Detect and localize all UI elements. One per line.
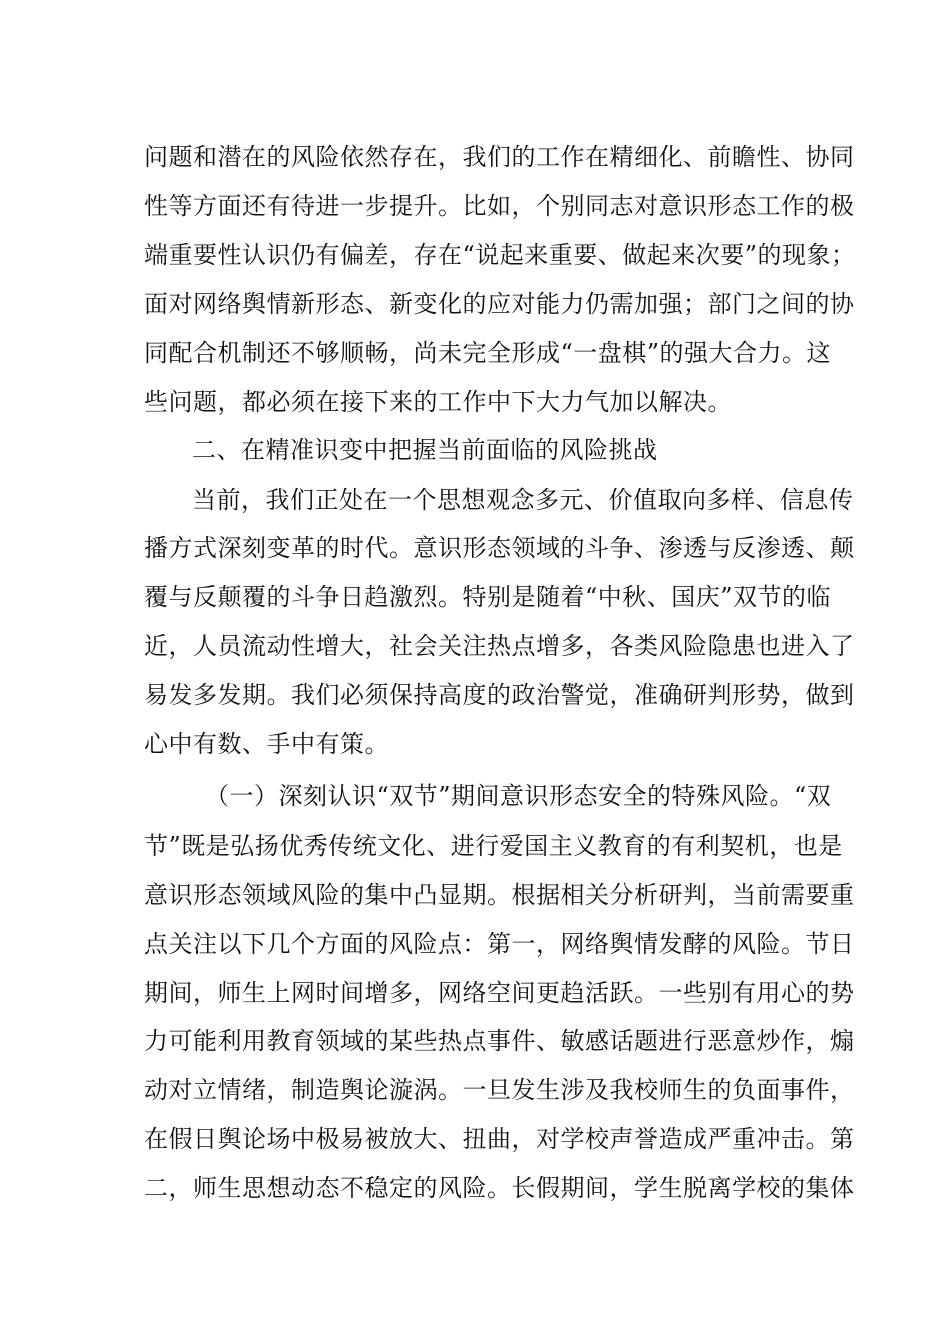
body-text-line: 在假日舆论场中极易被放大、扭曲，对学校声誉造成严重冲击。第 [144,1125,855,1153]
body-text-line: 近，人员流动性增大，社会关注热点增多，各类风险隐患也进入了 [144,632,855,660]
body-text-line: 期间，师生上网时间增多，网络空间更趋活跃。一些别有用心的势 [144,979,855,1007]
body-text-line: 端重要性认识仍有偏差，存在“说起来重要、做起来次要”的现象； [144,241,856,269]
body-text-line: 动对立情绪，制造舆论漩涡。一旦发生涉及我校师生的负面事件， [144,1076,855,1104]
body-text-line: 易发多发期。我们必须保持高度的政治警觉，准确研判形势，做到 [144,681,855,709]
section-heading: 二、在精准识变中把握当前面临的风险挑战 [192,436,658,464]
body-text-line: 问题和潜在的风险依然存在，我们的工作在精细化、前瞻性、协同 [144,143,855,171]
body-text-line: 同配合机制还不够顺畅，尚未完全形成“一盘棋”的强大合力。这 [144,339,832,367]
body-text-line: 二，师生思想动态不稳定的风险。长假期间，学生脱离学校的集体 [144,1174,855,1202]
body-text-line: 点关注以下几个方面的风险点：第一，网络舆情发酵的风险。节日 [144,930,855,958]
body-text-line: 性等方面还有待进一步提升。比如，个别同志对意识形态工作的极 [144,192,855,220]
body-text-line: 覆与反颠覆的斗争日趋激烈。特别是随着“中秋、国庆”双节的临 [144,583,832,611]
body-text-line: 意识形态领域风险的集中凸显期。根据相关分析研判，当前需要重 [144,881,855,909]
body-text-line: 力可能利用教育领域的某些热点事件、敏感话题进行恶意炒作，煽 [144,1027,855,1055]
body-text-line: 节”既是弘扬优秀传统文化、进行爱国主义教育的有利契机，也是 [144,832,843,860]
body-text-line: 面对网络舆情新形态、新变化的应对能力仍需加强；部门之间的协 [144,290,855,318]
body-text-line: 心中有数、手中有策。 [144,730,389,758]
body-text-line: 当前，我们正处在一个思想观念多元、价值取向多样、信息传 [192,486,854,514]
subsection-heading: （一）深刻认识“双节”期间意识形态安全的特殊风险。“双 [205,782,832,810]
body-text-line: 些问题，都必须在接下来的工作中下大力气加以解决。 [144,388,732,416]
body-text-line: 播方式深刻变革的时代。意识形态领域的斗争、渗透与反渗透、颠 [144,534,855,562]
